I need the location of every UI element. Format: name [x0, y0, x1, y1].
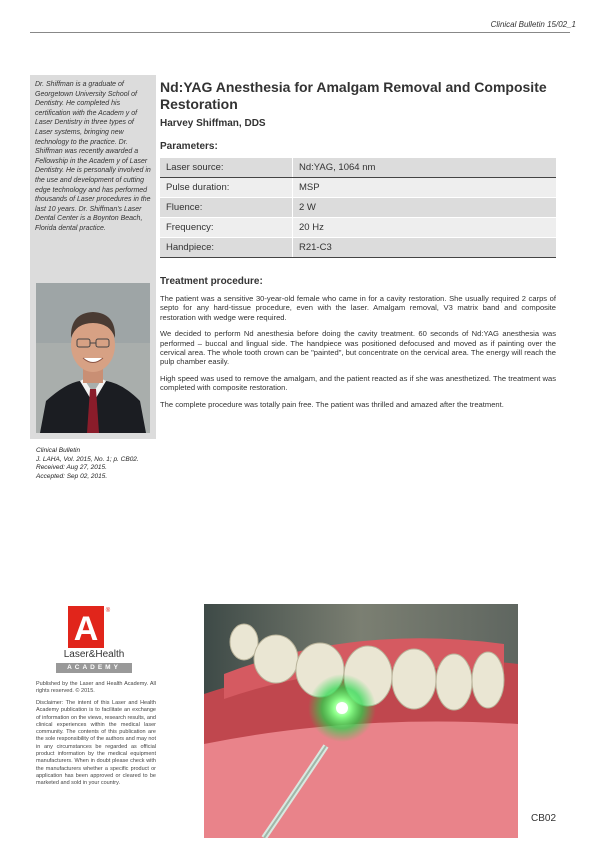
author-bio: Dr. Shiffman is a graduate of Georgetown University School of Dentistry. He completed his certification with the Academ y of Laser Dentistry in three types of Laser systems, bringing new technology to the practice. Dr. Shiffman was recently awarded a Fellowship in the Academ y of Laser Dentistry. He is personally involved in the use and development of cutting edge technology and has performed thousands of Laser procedures in the last 10 years. Dr. Shiffman's Laser Dental Center is a Boynton Beach, Florida dental practice.: [35, 81, 151, 232]
treatment-body: [160, 294, 556, 416]
parameters-heading: Parameters:: [160, 141, 218, 152]
parameter-row: [160, 178, 556, 198]
parameter-value: Nd:YAG, 1064 nm: [293, 158, 557, 178]
logo-name: Laser&Health: [63, 649, 125, 660]
parameter-value: 2 W: [293, 198, 557, 218]
bulletin-label: Clinical Bulletin: [36, 447, 81, 454]
laser-health-academy-logo: [56, 606, 132, 674]
body-paragraph: The complete procedure was totally pain free. The patient was thrilled and amazed after the treatment.: [160, 399, 504, 409]
header-divider: [30, 32, 570, 33]
academy-logo-icon: [62, 606, 112, 648]
parameter-value: MSP: [293, 178, 557, 198]
laser-teeth-photo-icon: [204, 604, 518, 838]
parameter-row: [160, 218, 556, 238]
treatment-heading: Treatment procedure:: [160, 276, 263, 287]
author-portrait-icon: [36, 283, 150, 433]
parameter-label: Frequency:: [160, 218, 293, 238]
parameter-value: 20 Hz: [293, 218, 557, 238]
parameter-row: [160, 198, 556, 218]
published-notice: Published by the Laser and Health Academy. All rights reserved. © 2015.: [36, 681, 156, 695]
parameter-row: [160, 238, 556, 258]
bulletin-citation: J. LAHA, Vol. 2015, No. 1; p. CB02.: [36, 455, 139, 463]
parameter-row: [160, 158, 556, 178]
parameter-label: Fluence:: [160, 198, 293, 218]
parameter-label: Handpiece:: [160, 238, 293, 258]
logo-registered-mark: ®: [105, 608, 111, 614]
bulletin-accepted: Accepted: Sep 02, 2015.: [36, 472, 108, 480]
parameters-table: [160, 158, 556, 258]
bulletin-received: Received: Aug 27, 2015.: [36, 464, 107, 471]
article-title: Nd:YAG Anesthesia for Amalgam Removal and Composite Restoration: [160, 79, 547, 112]
article-author: Harvey Shiffman, DDS: [160, 118, 266, 129]
body-paragraph: The patient was a sensitive 30-year-old female who came in for a cavity restoration. She usually required 2 carps of septo for any hard-tissue procedure, even with the laser. Amalgam removal, V3 matrix band and composite restoration with wedge were required.: [160, 294, 556, 322]
logo-academy: ACADEMY: [56, 663, 132, 673]
author-sidebar: [30, 75, 156, 439]
logo-mark-letter: A: [73, 610, 99, 648]
bulletin-info: [36, 447, 156, 481]
parameter-label: Laser source:: [160, 158, 293, 178]
header-reference: Clinical Bulletin 15/02_1: [490, 20, 576, 29]
page-code: CB02: [530, 813, 556, 824]
body-paragraph: High speed was used to remove the amalgam, and the patient reacted as if she was anesthetized. The treatment was completed with composite restoration.: [160, 373, 556, 393]
body-paragraph: We decided to perform Nd anesthesia before doing the cavity treatment. 60 seconds of Nd:YAG anesthesia was performed – buccal and lingual side. The handpiece was positioned defocused and moved as if painting over the cervical area. The whole tooth crown can be "painted", but concentrate on the cervical area. The energy will reach the pulp chamber easily.: [160, 329, 556, 367]
parameter-label: Pulse duration:: [160, 178, 293, 198]
disclaimer: Disclaimer: The intent of this Laser and Health Academy publication is to facilitate an exchange of information on the views, research results, and clinical experiences within the medical laser community. The contents of this publication are the sole responsibility of the authors and may not in any circumstances be regarded as official product information by the medical equipment manufacturers. When in doubt please check with the manufacturers whether a specific product or application has been approved or cleared to be marketed and sold in your country.: [36, 700, 156, 787]
parameter-value: R21-C3: [293, 238, 557, 258]
